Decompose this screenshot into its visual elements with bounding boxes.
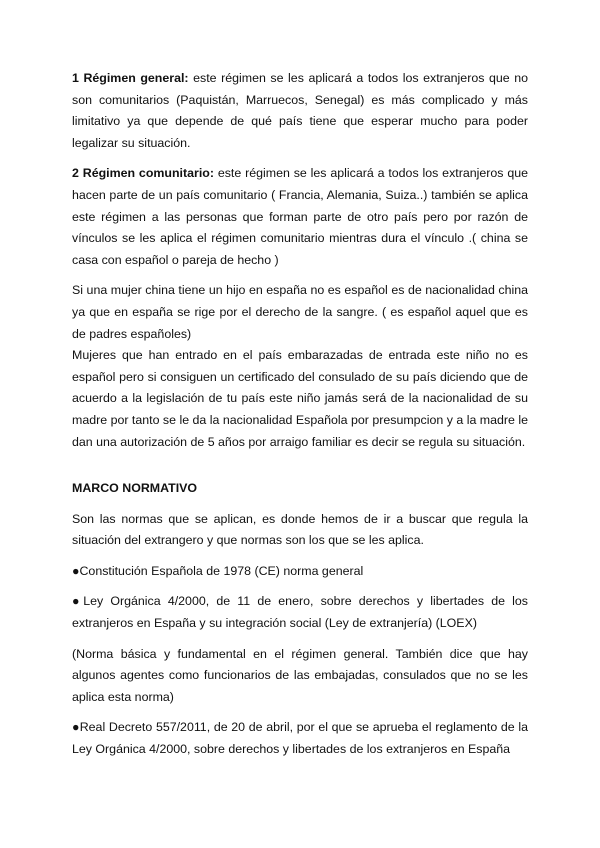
regimen-comunitario-text: este régimen se les aplicará a todos los extranjeros que hacen parte de un país comunitario ( Francia, Alemania, Suiza..) también se aplica este régimen a las personas que forman parte de otro país pero por razón de vínculos se les aplica el régimen comunitario mientras dura el vínculo .( china se casa con español o pareja de hecho ) bbox=[72, 166, 529, 267]
regimen-comunitario-paragraph bbox=[72, 163, 528, 271]
ley-organica-item: ●Ley Orgánica 4/2000, de 11 de enero, sobre derechos y libertades de los extranjeros en España y su integración social (Ley de extranjería) (LOEX) bbox=[72, 594, 528, 631]
mujeres-paragraph: Mujeres que han entrado en el país embarazadas de entrada este niño no es español pero si consiguen un certificado del consulado de su país diciendo que de acuerdo a la legislación de tu país este niño jamás será de la nacionalidad de su madre por tanto se le da la nacionalidad Española por presumpcion y a la madre le dan una autorización de 5 años por arraigo familiar es decir se regula su situación. bbox=[72, 348, 528, 449]
regimen-general-label: 1 Régimen general: bbox=[72, 71, 189, 85]
real-decreto-item: ●Real Decreto 557/2011, de 20 de abril, por el que se aprueba el reglamento de la Ley Orgánica 4/2000, sobre derechos y libertades de los extranjeros en España bbox=[72, 720, 528, 757]
marco-normativo-heading: MARCO NORMATIVO bbox=[72, 481, 198, 496]
marco-intro-paragraph: Son las normas que se aplican, es donde hemos de ir a buscar que regula la situación del extrangero y que normas son los que se les aplica. bbox=[72, 511, 528, 548]
hijo-paragraph: Si una mujer china tiene un hijo en españa no es español es de nacionalidad china ya que en españa se rige por el derecho de la sangre. ( es español aquel que es de padres españoles) bbox=[72, 283, 528, 341]
constitucion-item: ●Constitución Española de 1978 (CE) norma general bbox=[72, 563, 364, 578]
regimen-general-paragraph bbox=[72, 68, 528, 154]
document-page bbox=[72, 68, 528, 770]
norma-basica-paragraph: (Norma básica y fundamental en el régimen general. También dice que hay algunos agentes como funcionarios de las embajadas, consulados que no se les aplica esta norma) bbox=[72, 646, 528, 704]
regimen-general-text: este régimen se les aplicará a todos los extranjeros que no son comunitarios (Paquistán, Marruecos, Senegal) es más complicado y más limitativo ya que depende de qué país tiene que esperar mucho para poder legalizar su situación. bbox=[72, 71, 528, 150]
regimen-comunitario-label: 2 Régimen comunitario: bbox=[72, 166, 214, 181]
section-spacer bbox=[72, 462, 528, 478]
